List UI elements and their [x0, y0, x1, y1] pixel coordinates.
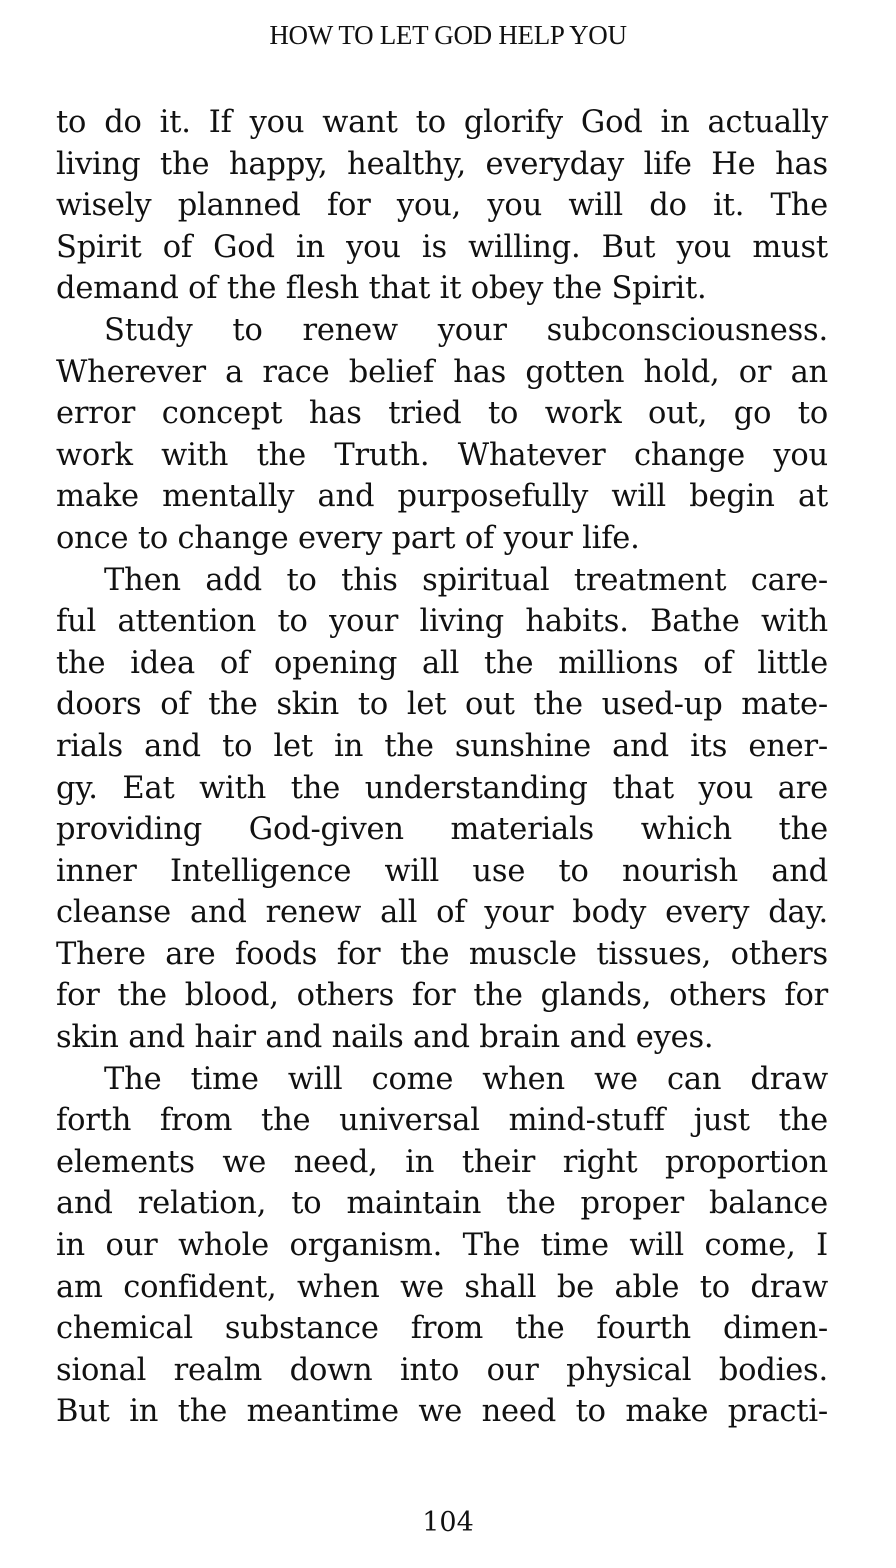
paragraph [56, 310, 828, 560]
text-line: The time will come when we can draw [104, 1061, 828, 1097]
text-line: in our whole organism. The time will come, I [56, 1228, 828, 1264]
text-line: inner Intelligence will use to nourish and [56, 853, 828, 889]
text-line: skin and hair and nails and brain and eyes. [56, 1020, 714, 1056]
text-line: doors of the skin to let out the used-up mate- [56, 687, 828, 723]
text-line: gy. Eat with the understanding that you are [56, 770, 828, 806]
text-line: Then add to this spiritual treatment care- [104, 562, 828, 598]
text-line: work with the Truth. Whatever change you [56, 437, 828, 473]
paragraph [56, 1059, 828, 1433]
text-line: forth from the universal mind-stuff just the [56, 1103, 828, 1139]
text-line: But in the meantime we need to make practi- [56, 1394, 828, 1430]
text-line: ful attention to your living habits. Bathe with [56, 604, 828, 640]
text-line: living the happy, healthy, everyday life He has [56, 146, 828, 182]
text-line: am confident, when we shall be able to draw [56, 1269, 828, 1305]
text-line: Spirit of God in you is willing. But you must [56, 229, 828, 265]
text-line: cleanse and renew all of your body every day. [56, 895, 828, 931]
text-line: error concept has tried to work out, go to [56, 396, 828, 432]
text-line: and relation, to maintain the proper balance [56, 1186, 828, 1222]
text-line: for the blood, others for the glands, others for [56, 978, 828, 1014]
page-number: 104 [422, 1507, 474, 1538]
paragraph [56, 102, 828, 310]
text-line: demand of the flesh that it obey the Spirit. [56, 271, 707, 307]
text-line: sional realm down into our physical bodies. [56, 1352, 828, 1388]
text-line: Wherever a race belief has gotten hold, or an [56, 354, 828, 390]
paragraph [56, 560, 828, 1059]
text-line: chemical substance from the fourth dimen- [56, 1311, 828, 1347]
text-line: to do it. If you want to glorify God in actually [56, 105, 828, 140]
body-text [56, 102, 828, 1433]
text-line: elements we need, in their right proportion [56, 1144, 828, 1180]
running-head: HOW TO LET GOD HELP YOU [269, 20, 627, 50]
text-line: providing God-given materials which the [56, 812, 828, 848]
text-line: Study to renew your subconsciousness. [104, 312, 828, 348]
text-line: once to change every part of your life. [56, 520, 640, 556]
text-line: the idea of opening all the millions of little [56, 645, 828, 681]
text-line: There are foods for the muscle tissues, others [56, 936, 828, 972]
text-line: make mentally and purposefully will begin at [56, 479, 828, 515]
text-line: rials and to let in the sunshine and its ener- [56, 728, 828, 764]
text-line: wisely planned for you, you will do it. The [56, 188, 828, 224]
